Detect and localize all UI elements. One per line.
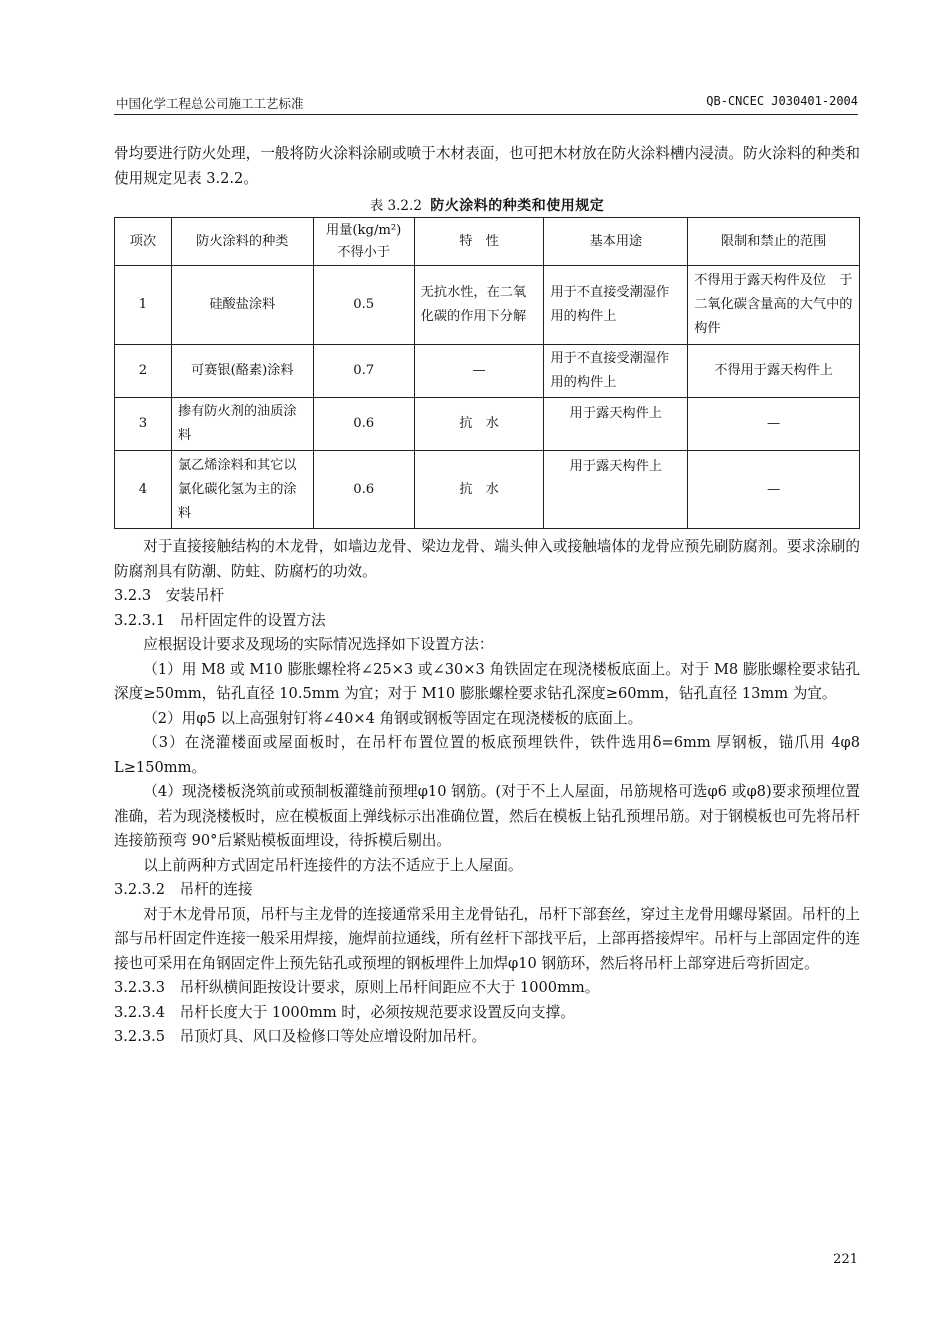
- table-cell: 氯乙烯涂料和其它以氯化碳化氢为主的涂料: [171, 451, 313, 529]
- table-cell: 用于露天构件上: [544, 451, 688, 529]
- table-cell: 0.6: [313, 451, 414, 529]
- header-org: 中国化学工程总公司施工工艺标准: [116, 96, 304, 111]
- table-cell: —: [688, 398, 860, 451]
- table-cell: —: [688, 451, 860, 529]
- table-cell: 0.7: [313, 345, 414, 398]
- method-item-4: （4）现浇楼板浇筑前或预制板灌缝前预埋φ10 钢筋。(对于不上人屋面，吊筋规格可选φ6 或φ8)要求预埋位置准确，若为现浇楼板时，应在模板面上弹线标示出准确位置，然后在模板上钻孔预埋吊筋。对于钢模板也可先将吊杆连接筋预弯 90°后紧贴模板面埋设，待拆模后剔出。: [114, 783, 860, 849]
- table-caption-number: 表 3.2.2: [369, 198, 422, 214]
- section-3-2-3-4: 3.2.3.4 吊杆长度大于 1000mm 时，必须按规范要求设置反向支撑。: [114, 1003, 575, 1021]
- table-cell: 掺有防火剂的油质涂料: [171, 398, 313, 451]
- preservative-paragraph: 对于直接接触结构的木龙骨，如墙边龙骨、梁边龙骨、端头伸入或接触墙体的龙骨应预先刷防腐剂。要求涂刷的防腐剂具有防潮、防蛀、防腐朽的功效。: [114, 538, 860, 580]
- header-cell: 用量(kg/m²)不得小于: [313, 218, 414, 266]
- table-row: [115, 266, 860, 345]
- table-cell: 1: [115, 266, 172, 345]
- table-cell: 抗 水: [414, 398, 544, 451]
- table-cell: 0.5: [313, 266, 414, 345]
- table-row: [115, 345, 860, 398]
- table-cell: 4: [115, 451, 172, 529]
- page-header: [114, 92, 858, 115]
- page-body: [114, 142, 860, 1050]
- header-cell: 项次: [115, 218, 172, 266]
- table-row: [115, 398, 860, 451]
- header-cell: 防火涂料的种类: [171, 218, 313, 266]
- section-3-2-3-1-heading: 3.2.3.1 吊杆固定件的设置方法: [114, 611, 326, 629]
- table-cell: 不得用于露天构件上: [688, 345, 860, 398]
- select-method-paragraph: 应根据设计要求及现场的实际情况选择如下设置方法：: [143, 636, 494, 653]
- method-item-1: （1）用 M8 或 M10 膨胀螺栓将∠25×3 或∠30×3 角铁固定在现浇楼板底面上。对于 M8 膨胀螺栓要求钻孔深度≥50mm，钻孔直径 10.5mm 为宜；对于 M10 膨胀螺栓要求钻孔深度≥60mm，钻孔直径 13mm 为宜。: [114, 660, 860, 702]
- table-row: [115, 451, 860, 529]
- connection-paragraph: 对于木龙骨吊顶，吊杆与主龙骨的连接通常采用主龙骨钻孔，吊杆下部套丝，穿过主龙骨用螺母紧固。吊杆的上部与吊杆固定件连接一般采用焊接，施焊前拉通线，所有丝杆下部找平后，上部再搭接焊牢。吊杆与上部固定件的连接也可采用在角钢固定件上预先钻孔或预埋的钢板埋件上加焊φ10 钢筋环，然后将吊杆上部穿进后弯折固定。: [114, 905, 860, 972]
- section-3-2-3-5: 3.2.3.5 吊顶灯具、风口及检修口等处应增设附加吊杆。: [114, 1028, 487, 1045]
- table-cell: 0.6: [313, 398, 414, 451]
- table-cell: 可赛银(酪素)涂料: [171, 345, 313, 398]
- fireproof-coating-table: [114, 217, 860, 529]
- table-cell: 用于不直接受潮湿作用的构件上: [544, 266, 688, 345]
- header-code: QB-CNCEC J030401-2004: [706, 94, 858, 108]
- section-3-2-3-3: 3.2.3.3 吊杆纵横间距按设计要求，原则上吊杆间距应不大于 1000mm。: [114, 979, 600, 996]
- page-number: 221: [833, 1252, 858, 1267]
- table-cell: 用于露天构件上: [544, 398, 688, 451]
- table-cell: 无抗水性，在二氧化碳的作用下分解: [414, 266, 544, 345]
- table-cell: 抗 水: [414, 451, 544, 529]
- table-caption: [114, 195, 860, 217]
- intro-paragraph: 骨均要进行防火处理，一般将防火涂料涂刷或喷于木材表面，也可把木材放在防火涂料槽内浸渍。防火涂料的种类和使用规定见表 3.2.2。: [114, 145, 860, 187]
- table-header-row: [115, 218, 860, 266]
- method-item-2: （2）用φ5 以上高强射钉将∠40×4 角钢或钢板等固定在现浇楼板的底面上。: [143, 709, 643, 727]
- section-3-2-3-heading: 3.2.3 安装吊杆: [114, 587, 225, 604]
- table-cell: 3: [115, 398, 172, 451]
- table-cell: —: [414, 345, 544, 398]
- table-cell: 2: [115, 345, 172, 398]
- table-cell: 不得用于露天构件及位 于二氧化碳含量高的大气中的构件: [688, 266, 860, 345]
- header-cell: 限制和禁止的范围: [688, 218, 860, 266]
- table-caption-title: 防火涂料的种类和使用规定: [430, 198, 605, 214]
- section-3-2-3-2-heading: 3.2.3.2 吊杆的连接: [114, 881, 253, 898]
- roof-note-paragraph: 以上前两种方式固定吊杆连接件的方法不适应于上人屋面。: [143, 856, 523, 874]
- table-cell: 硅酸盐涂料: [171, 266, 313, 345]
- method-item-3: （3）在浇灌楼面或屋面板时，在吊杆布置位置的板底预埋铁件，铁件选用δ=6mm 厚钢板，锚爪用 4φ8 L≥150mm。: [114, 734, 860, 776]
- header-cell: 基本用途: [544, 218, 688, 266]
- header-cell: 特 性: [414, 218, 544, 266]
- table-cell: 用于不直接受潮湿作用的构件上: [544, 345, 688, 398]
